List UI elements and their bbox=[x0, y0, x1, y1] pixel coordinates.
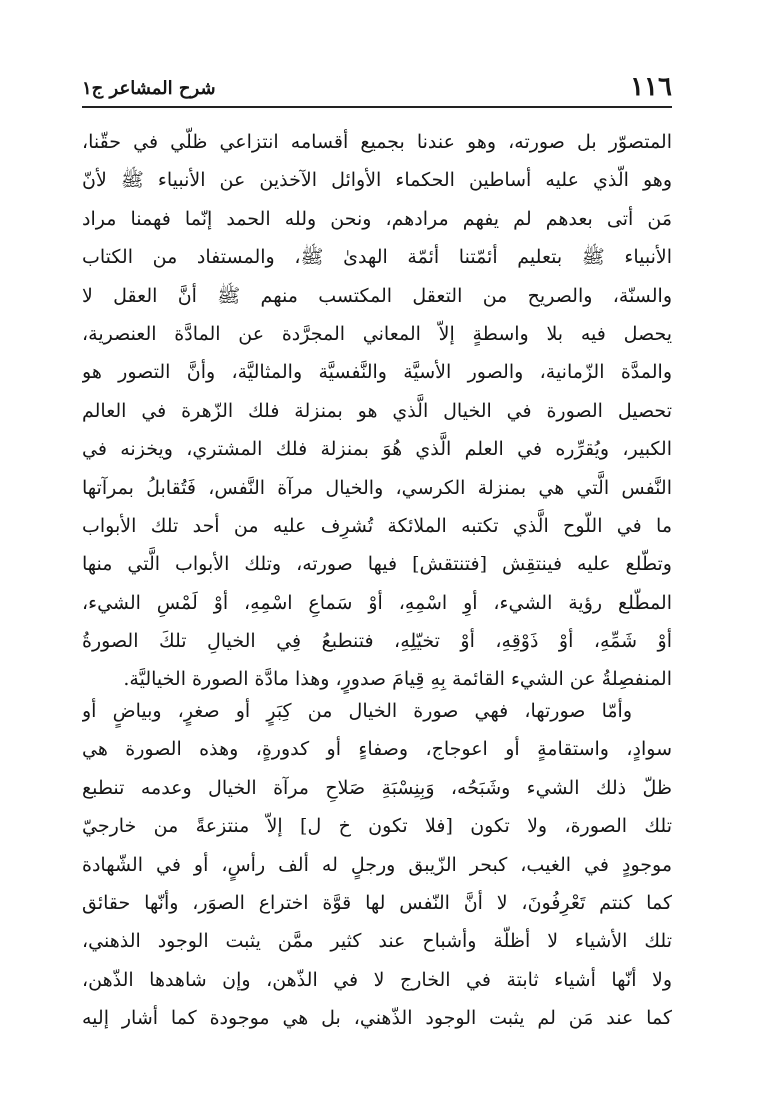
paragraph-1 bbox=[82, 123, 672, 699]
text-line: وهو الّذي عليه أساطين الحكماء الأوائل الآخذين عن الأنبياء ﷺ لأنّ bbox=[82, 169, 672, 192]
text-line: والسنّة، والصريح من التعقل المكتسب منهم ﷺ أنَّ العقل لا bbox=[82, 284, 672, 307]
text-line: ولا أنّها أشياء ثابتة في الخارج لا في الذّهن، وإن شاهدها الذّهن، bbox=[82, 968, 672, 991]
text-line: وتطّلع عليه فينتقِش [فتنتقش] فيها صورته، وتلك الأبواب الَّتي منها bbox=[82, 553, 672, 576]
text-line: المنفصِلةُ عن الشيء القائمة بِهِ قِيامَ صدورٍ، وهذا مادَّة الصورة الخياليَّة. bbox=[123, 668, 672, 691]
text-line: كما عند مَن لم يثبت الوجود الذّهني، بل هي موجودة كما أشار إليه bbox=[82, 1007, 672, 1030]
text-line: النَّفس الَّتي هي بمنزلة الكرسي، والخيال مرآة النَّفس، فَتُقابلُ بمرآتها bbox=[82, 476, 672, 499]
page-number: ١١٦ bbox=[630, 72, 672, 102]
page-header bbox=[82, 66, 672, 106]
text-line: الأنبياء ﷺ بتعليم أئمّتنا أئمّة الهدىٰ ﷺ، والمستفاد من الكتاب bbox=[82, 246, 672, 269]
text-line: المتصوّر بل صورته، وهو عندنا بجميع أقسامه انتزاعي ظلّي في حقّنا، bbox=[82, 131, 672, 153]
text-line: تلك الأشياء لا أظلّة وأشباح عند كثير ممَّن يثبت الوجود الذهني، bbox=[82, 930, 672, 953]
text-line: سوادٍ، واستقامةٍ أو اعوجاج، وصفاءٍ أو كدورةٍ، وهذه الصورة هي bbox=[82, 738, 672, 761]
text-line: مَن أتى بعدهم لم يفهم مرادهم، ونحن ولله الحمد إنّما فهمنا مراد bbox=[82, 207, 672, 230]
header-rule bbox=[82, 106, 672, 108]
text-line: ظلّ ذلك الشيء وشَبَحُه، وَبِنِسْبَةِ صَلاحِ مرآة الخيال وعدمه تنطبع bbox=[82, 776, 672, 799]
text-line: يحصل فيه بلا واسطةٍ إلاّ المعاني المجرَّدة عن المادَّة العنصرية، bbox=[82, 322, 672, 345]
text-line: تحصيل الصورة في الخيال الَّذي هو بمنزلة فلك الزّهرة في العالم bbox=[82, 399, 672, 422]
paragraph-2 bbox=[82, 692, 672, 1038]
text-line: موجودٍ في الغيب، كبحر الزّيبق ورجلٍ له ألف رأسٍ، أو في الشّهادة bbox=[82, 853, 672, 876]
text-line: المطّلع رؤية الشيء، أوِ اسْمِهِ، أوْ سَماعِ اسْمِهِ، أوْ لَمْسِ الشيء، bbox=[82, 591, 672, 614]
text-line: كما كنتم تَعْرِفُونَ، لا أنَّ النّفس لها قوَّة اختراع الصوَر، وأنّها حقائق bbox=[82, 891, 672, 914]
text-line: أوْ شَمِّهِ، أوْ ذَوْقِهِ، أوْ تخيّلِهِ، فتنطبعُ فِي الخيالِ تلكَ الصورةُ bbox=[82, 630, 672, 653]
running-title: شرح المشاعر ج١ bbox=[82, 78, 216, 99]
text-line: والمدَّة الزّمانية، والصور الأسيَّة والنَّفسيَّة والمثاليَّة، وأنَّ التصور هو bbox=[82, 361, 672, 384]
text-line: ما في اللّوح الَّذي تكتبه الملائكة تُشرِف عليه من أحد تلك الأبواب bbox=[82, 514, 672, 537]
text-line: الكبير، ويُقرِّره في العلم الَّذي هُوَ بمنزلة فلك المشتري، ويخزنه في bbox=[82, 438, 672, 461]
text-line: وأمّا صورتها، فهي صورة الخيال من كِبَرٍ أو صغرٍ، وبياضٍ أو bbox=[82, 700, 632, 722]
text-line: تلك الصورة، ولا تكون [فلا تكون خ ل] إلاّ منتزعةً من خارجيّ bbox=[82, 815, 672, 838]
